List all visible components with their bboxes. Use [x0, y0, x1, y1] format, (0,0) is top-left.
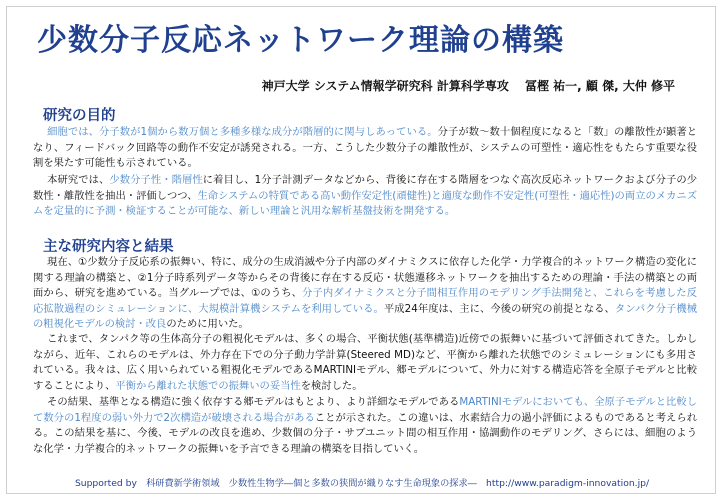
results-paragraph-1 [33, 255, 697, 333]
page-title: 少数分子反応ネットワーク理論の構築 [37, 23, 564, 58]
body-text: ことが示された。この違いは、水素結合力の過小評価によるものであると考えられる。この結果を基に、今後、モデルの改良を進め、少数個の分子・サブユニット間の相互作用・協調動作のモデリング、さらには、細胞のような化学・力学複合的ネットワークの振舞いを予言できる理論の構築を目指していく。 [33, 411, 697, 455]
highlight-text: 分子内ダイナミクスと分子間相互作用のモデリング手法開発と、これらを考慮した反応拡散過程のシミュレーションに、大規模計算機システムを利用している。 [33, 287, 698, 315]
highlight-text: 平衡から離れた状態での振舞いの妥当性 [115, 379, 301, 392]
body-text: に着目し、1分子計測データなどから、背後に存在する階層をつなぐ高次反応ネットワークおよび分子の少数性・離散性を抽出・評価しつつ、 [33, 174, 697, 202]
body-text: 現在、①少数分子反応系の振舞い、特に、成分の生成消滅や分子内部のダイナミクスに依存した化学・力学複合的ネットワーク構造の変化に関する理論の構築と、②1分子時系列データ等からその背後に存在する反応・状態遷移ネットワークを抽出するための理論・手法の構築との両面から、研究を進めている。当グループでは、①のうち、 [33, 256, 697, 300]
purpose-paragraph-2 [33, 173, 697, 220]
purpose-paragraph-1 [33, 125, 697, 172]
body-text: 平成24年度は、主に、今後の研究の前提となる、 [383, 302, 615, 315]
results-paragraph-2 [33, 332, 697, 394]
body-text: 本研究では、 [47, 174, 110, 186]
section-heading-results: 主な研究内容と結果 [43, 239, 174, 255]
section-heading-purpose: 研究の目的 [43, 108, 116, 124]
body-text: を検討した。 [300, 379, 363, 392]
highlight-text: 少数分子性・階層性 [109, 174, 203, 186]
highlight-text: タンパク分子機械の粗視化モデルの検討・改良 [33, 302, 698, 331]
body-text: その結果、基準となる構造に強く依存する郷モデルはもとより、より詳細なモデルである [47, 396, 460, 408]
results-paragraph-3 [33, 395, 697, 457]
body-text: 分子が数〜数十個程度になると「数」の離散性が顕著となり、フィードバック回路等の動作不安定が誘発される。一方、こうした少数分子の離散性が、システムの可塑性・適応性をもたらす重要な役割を果たす可能性も示されている。 [33, 126, 698, 170]
body-text: これまで、タンパク等の生体高分子の粗視化モデルは、多くの場合、平衡状態(基準構造)近傍での振舞いに基づいて評価されてきた。しかしながら、近年、これらのモデルは、外力存在下での分子動力学計算(Steered MD)など、平衡から離れた状態でのシミュレーションにも多用されている。我々は、広く用いられている粗視化モデルであるMARTINIモデル、郷モデルについて、外力に対する構造応答を全原子モデルと比較することにより、 [33, 333, 697, 392]
authors-line: 神戸大学 システム情報学研究科 計算科学専攻 冨樫 祐一, 顧 傑, 大仲 修平 [261, 79, 675, 93]
highlight-text: 生命システムの特質である高い動作安定性(頑健性)と適度な動作不安定性(可塑性・適応性)の両立のメカニズムを定量的に予測・検証することが可能な、新しい理論と汎用な解析基盤技術を開発する。 [33, 189, 697, 218]
body-text: のために用いた。 [166, 318, 249, 331]
footer-support-line: Supported by 科研費新学術領域 少数性生物学―個と多数の狭間が織りなす生命現象の探求― http://www.paradigm-innovation.jp/ [74, 478, 650, 489]
highlight-text: MARTINIモデルにおいても、全原子モデルと比較して数分の1程度の弱い外力で2次構造が破壊される場合がある [33, 396, 697, 424]
poster-frame [6, 6, 716, 494]
highlight-text: 細胞では、分子数が1個から数万個と多種多様な成分が階層的に関与しあっている。 [47, 126, 438, 138]
